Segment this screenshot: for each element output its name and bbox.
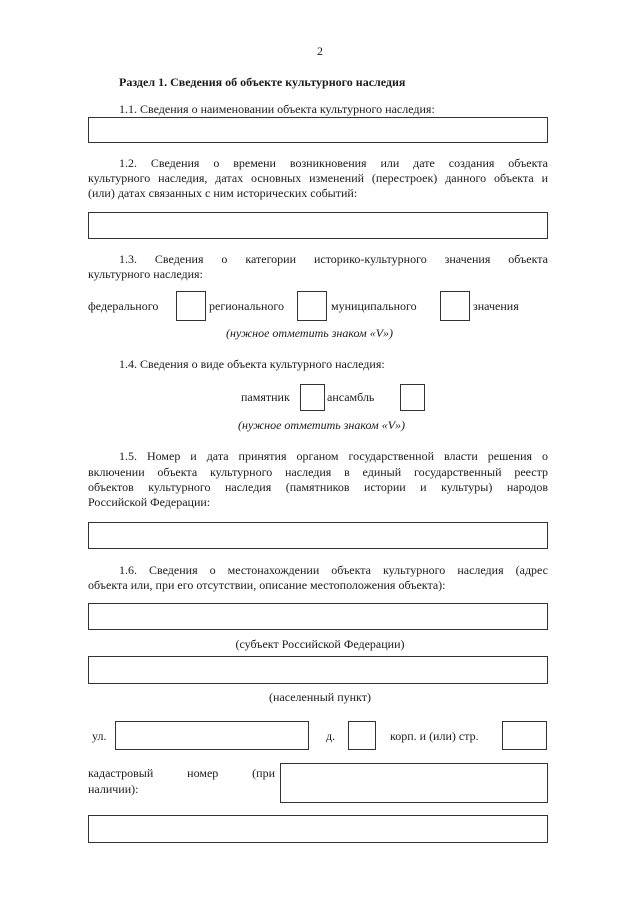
label-regional: регионального [209,299,285,313]
s1-5-line4: Российской Федерации: [88,495,211,509]
s1-6-line1: 1.6. Сведения о местонахождении объекта культурного наследия (адрес [119,563,548,577]
object-name-field[interactable] [88,117,548,143]
label-building: корп. и (или) стр. [390,729,479,743]
s1-3-line1: 1.3. Сведения о категории историко-культурного значения объекта [119,252,548,266]
checkbox-municipal[interactable] [440,291,470,321]
s1-3-line2: культурного наследия: [88,267,203,281]
s1-4-text: 1.4. Сведения о виде объекта культурного наследия: [119,357,385,371]
label-street: ул. [92,729,107,743]
page-number: 2 [317,44,323,58]
s1-1-text: 1.1. Сведения о наименовании объекта культурного наследия: [119,102,435,116]
s1-2-line2: культурного наследия, датах основных изменений (перестроек) данного объекта и [88,171,548,185]
label-municipal: муниципального [331,299,417,313]
s1-4-hint: (нужное отметить знаком «V») [238,418,406,432]
label-ensemble: ансамбль [327,390,375,404]
building-field[interactable] [502,721,547,750]
s1-6-line2: объекта или, при его отсутствии, описание местоположения объекта): [88,578,446,592]
s1-2-line3: (или) датах связанных с ним исторических событий: [88,186,358,200]
label-monument: памятник [241,390,290,404]
s1-5-line2: включении объекта культурного наследия в единый государственный реестр [88,465,548,479]
dates-field[interactable] [88,212,548,239]
house-field[interactable] [348,721,376,750]
s1-5-line3: объектов культурного наследия (памятников истории и культуры) народов [88,480,548,494]
section-title: Раздел 1. Сведения об объекте культурного наследия [119,75,406,89]
subject-rf-field[interactable] [88,603,548,630]
label-locality: (населенный пункт) [269,690,371,704]
label-federal: федерального [88,299,159,313]
label-subject-rf: (субъект Российской Федерации) [235,637,405,651]
street-field[interactable] [115,721,309,750]
additional-field[interactable] [88,815,548,843]
label-significance: значения [473,299,519,313]
s1-3-hint: (нужное отметить знаком «V») [226,326,394,340]
s1-2-line1: 1.2. Сведения о времени возникновения или дате создания объекта [119,156,548,170]
label-house: д. [326,729,336,743]
checkbox-regional[interactable] [297,291,327,321]
locality-field[interactable] [88,656,548,684]
s1-5-line1: 1.5. Номер и дата принятия органом государственной власти решения о [119,449,548,463]
label-cadastral-1: кадастровый номер (при [88,766,275,780]
checkbox-federal[interactable] [176,291,206,321]
registry-decision-field[interactable] [88,522,548,549]
cadastral-number-field[interactable] [280,763,548,803]
checkbox-monument[interactable] [300,384,325,411]
label-cadastral-2: наличии): [88,782,139,796]
checkbox-ensemble[interactable] [400,384,425,411]
